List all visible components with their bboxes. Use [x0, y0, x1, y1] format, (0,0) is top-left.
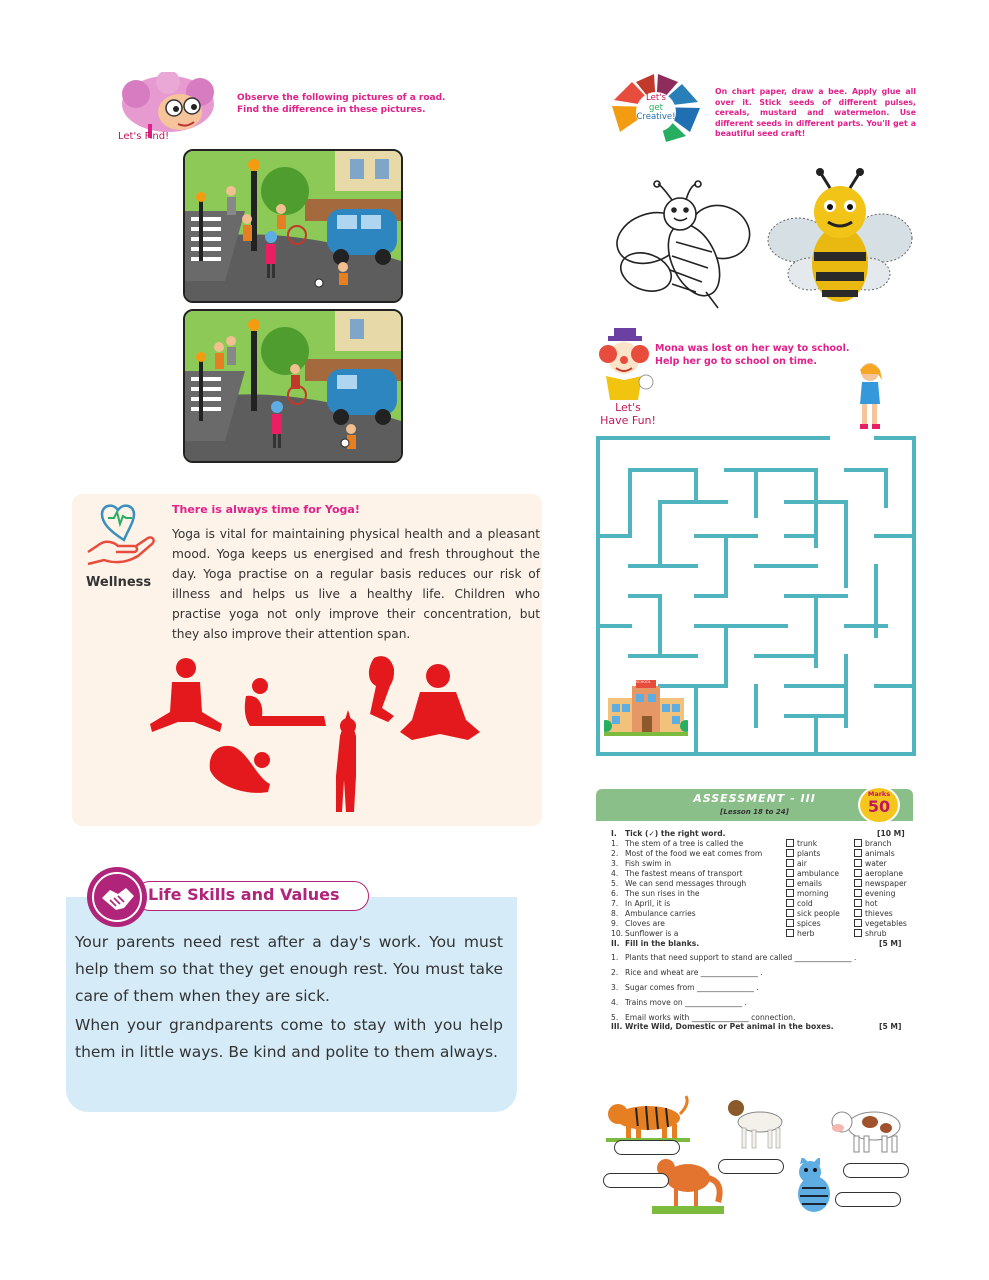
- question-text: The fastest means of transport: [625, 869, 743, 878]
- tiger-illustration: [606, 1094, 690, 1142]
- checkbox-icon[interactable]: [854, 889, 862, 897]
- question-number: 2.: [611, 968, 619, 977]
- life-skills-title: Life Skills and Values: [148, 885, 340, 904]
- creative-instruction: On chart paper, draw a bee. Apply glue all over it. Stick seeds of different pulses, cereals, mustard and watermelon. Use different seeds in different parts. You'll get a beautiful seed craft!: [715, 87, 916, 138]
- option-a[interactable]: [786, 919, 821, 929]
- section-number: I.: [611, 829, 617, 838]
- section-heading: Tick (✓) the right word.: [625, 829, 726, 838]
- checkbox-icon[interactable]: [786, 889, 794, 897]
- question-number: 3.: [611, 983, 619, 992]
- checkbox-icon[interactable]: [854, 909, 862, 917]
- question-text: Sunflower is a: [625, 929, 679, 938]
- fill-blank-text: Sugar comes from _______________ .: [625, 983, 759, 992]
- question-number: 4.: [611, 998, 619, 1007]
- school-sign: SCHOOL: [636, 680, 651, 684]
- find-instruction-line1: Observe the following pictures of a road.: [237, 93, 446, 103]
- question-number: 5.: [611, 1013, 619, 1022]
- question-text: Cloves are: [625, 919, 665, 928]
- wellness-text: Yoga is vital for maintaining physical health and a pleasant mood. Yoga keeps us energised and fresh throughout the day. Yoga practise on a regular basis reduces our risk of illness and helps us live a healthy life. Children who practise yoga not only improve their concentration, but they also improve their attention span.: [172, 527, 540, 641]
- section-marks: [5 M]: [879, 1022, 902, 1031]
- cow-illustration: [830, 1102, 904, 1154]
- find-mascot-illustration: [108, 72, 236, 140]
- road-picture-2: [183, 309, 403, 463]
- option-a[interactable]: [786, 929, 814, 939]
- fill-blank-text: Email works with _______________ connection.: [625, 1013, 796, 1022]
- checkbox-icon[interactable]: [854, 839, 862, 847]
- checkbox-icon[interactable]: [854, 869, 862, 877]
- section-number: II.: [611, 939, 620, 948]
- find-instruction-line2: Find the difference in these pictures.: [237, 105, 426, 115]
- option-a[interactable]: [786, 859, 807, 869]
- question-number: 3.: [611, 859, 619, 868]
- clown-mascot-illustration: [594, 328, 658, 404]
- cat-illustration: [788, 1158, 838, 1216]
- checkbox-icon[interactable]: [786, 839, 794, 847]
- section-number: III.: [611, 1022, 623, 1031]
- option-b[interactable]: [854, 889, 895, 899]
- question-number: 7.: [611, 899, 619, 908]
- option-a[interactable]: [786, 869, 839, 879]
- question-text: In April, it is: [625, 899, 671, 908]
- option-label: cold: [797, 899, 813, 908]
- option-b[interactable]: [854, 849, 895, 859]
- option-label: branch: [865, 839, 892, 848]
- option-label: morning: [797, 889, 829, 898]
- bee-outline-drawing: [610, 180, 755, 310]
- heart-hand-icon: [86, 500, 158, 572]
- fill-blank-text: Trains move on _______________ .: [625, 998, 747, 1007]
- question-number: 2.: [611, 849, 619, 858]
- checkbox-icon[interactable]: [786, 929, 794, 937]
- wellness-title: There is always time for Yoga!: [172, 503, 360, 516]
- option-label: aeroplane: [865, 869, 903, 878]
- yoga-silhouettes: [150, 656, 480, 816]
- option-label: water: [865, 859, 887, 868]
- animal-answer-box[interactable]: [603, 1173, 669, 1188]
- option-b[interactable]: [854, 909, 893, 919]
- option-label: trunk: [797, 839, 818, 848]
- creative-label-line3: Creative!: [636, 112, 676, 122]
- section-marks: [10 M]: [877, 829, 905, 838]
- question-text: Ambulance carries: [625, 909, 696, 918]
- animal-answer-box[interactable]: [718, 1159, 784, 1174]
- checkbox-icon[interactable]: [854, 849, 862, 857]
- option-a[interactable]: [786, 899, 813, 909]
- goat-illustration: [722, 1096, 792, 1154]
- checkbox-icon[interactable]: [854, 929, 862, 937]
- handshake-icon: [86, 866, 148, 928]
- section-heading: Write Wild, Domestic or Pet animal in the boxes.: [625, 1022, 834, 1031]
- option-label: vegetables: [865, 919, 907, 928]
- assessment-title: ASSESSMENT - III: [693, 792, 816, 805]
- option-b[interactable]: [854, 919, 907, 929]
- question-text: The stem of a tree is called the: [625, 839, 744, 848]
- mona-girl-illustration: [852, 360, 888, 432]
- fun-label-line1: Let's: [615, 401, 641, 414]
- assessment-subtitle: [Lesson 18 to 24]: [720, 808, 789, 816]
- checkbox-icon[interactable]: [854, 919, 862, 927]
- question-number: 1.: [611, 839, 619, 848]
- road-picture-1: [183, 149, 403, 303]
- question-number: 1.: [611, 953, 619, 962]
- option-label: sick people: [797, 909, 840, 918]
- wellness-label: Wellness: [86, 575, 152, 590]
- option-b[interactable]: [854, 879, 907, 889]
- option-b[interactable]: [854, 929, 887, 939]
- bee-seed-craft: [764, 168, 914, 313]
- animal-answer-box[interactable]: [614, 1140, 680, 1155]
- option-b[interactable]: [854, 839, 891, 849]
- marks-value: 50: [867, 797, 891, 816]
- marks-label: Marks: [867, 790, 891, 798]
- option-label: animals: [865, 849, 895, 858]
- section-marks: [5 M]: [879, 939, 902, 948]
- question-text: Fish swim in: [625, 859, 672, 868]
- creative-label: [628, 94, 684, 123]
- fill-blank-text: Rice and wheat are _______________ .: [625, 968, 763, 977]
- option-label: emails: [797, 879, 822, 888]
- question-number: 5.: [611, 879, 619, 888]
- option-b[interactable]: [854, 859, 887, 869]
- option-label: plants: [797, 849, 821, 858]
- checkbox-icon[interactable]: [854, 899, 862, 907]
- checkbox-icon[interactable]: [854, 879, 862, 887]
- checkbox-icon[interactable]: [786, 899, 794, 907]
- option-a[interactable]: [786, 909, 840, 919]
- lets-have-fun-label: [592, 401, 664, 427]
- lets-find-label: Let's Find!: [118, 131, 170, 142]
- checkbox-icon[interactable]: [786, 859, 794, 867]
- creative-label-line1: Let's: [646, 93, 666, 103]
- creative-label-line2: get: [649, 102, 663, 113]
- question-number: 8.: [611, 909, 619, 918]
- checkbox-icon[interactable]: [854, 859, 862, 867]
- question-text: Most of the food we eat comes from: [625, 849, 763, 858]
- fun-instruction-line2: Help her go to school on time.: [655, 355, 817, 367]
- option-label: newspaper: [865, 879, 907, 888]
- option-a[interactable]: [786, 879, 822, 889]
- question-number: 9.: [611, 919, 619, 928]
- school-building-illustration: [604, 676, 688, 736]
- fun-instruction-line1: Mona was lost on her way to school.: [655, 343, 850, 354]
- option-label: hot: [865, 899, 878, 908]
- life-skills-para2: When your grandparents come to stay with you help them in little ways. Be kind and polite to them always.: [75, 1016, 503, 1061]
- checkbox-icon[interactable]: [786, 869, 794, 877]
- option-label: air: [797, 859, 807, 868]
- question-text: The sun rises in the: [625, 889, 700, 898]
- fun-label-line2: Have Fun!: [600, 414, 656, 427]
- checkbox-icon[interactable]: [786, 849, 794, 857]
- question-number: 4.: [611, 869, 619, 878]
- animal-answer-box[interactable]: [843, 1163, 909, 1178]
- checkbox-icon[interactable]: [786, 909, 794, 917]
- question-number: 10.: [611, 929, 624, 938]
- option-label: herb: [797, 929, 815, 938]
- option-label: thieves: [865, 909, 893, 918]
- option-a[interactable]: [786, 839, 817, 849]
- animal-answer-box[interactable]: [835, 1192, 901, 1207]
- option-label: evening: [865, 889, 896, 898]
- option-a[interactable]: [786, 889, 829, 899]
- question-number: 6.: [611, 889, 619, 898]
- life-skills-para1: Your parents need rest after a day's work. You must help them so that they get enough rest. You must take care of them when they are sick.: [75, 933, 503, 1005]
- option-b[interactable]: [854, 899, 877, 909]
- option-label: spices: [797, 919, 821, 928]
- option-b[interactable]: [854, 869, 903, 879]
- find-instruction: [237, 92, 537, 116]
- checkbox-icon[interactable]: [786, 879, 794, 887]
- option-label: ambulance: [797, 869, 840, 878]
- option-a[interactable]: [786, 849, 820, 859]
- question-text: We can send messages through: [625, 879, 747, 888]
- section-heading: Fill in the blanks.: [625, 939, 700, 948]
- checkbox-icon[interactable]: [786, 919, 794, 927]
- fill-blank-text: Plants that need support to stand are called _______________ .: [625, 953, 857, 962]
- option-label: shrub: [865, 929, 887, 938]
